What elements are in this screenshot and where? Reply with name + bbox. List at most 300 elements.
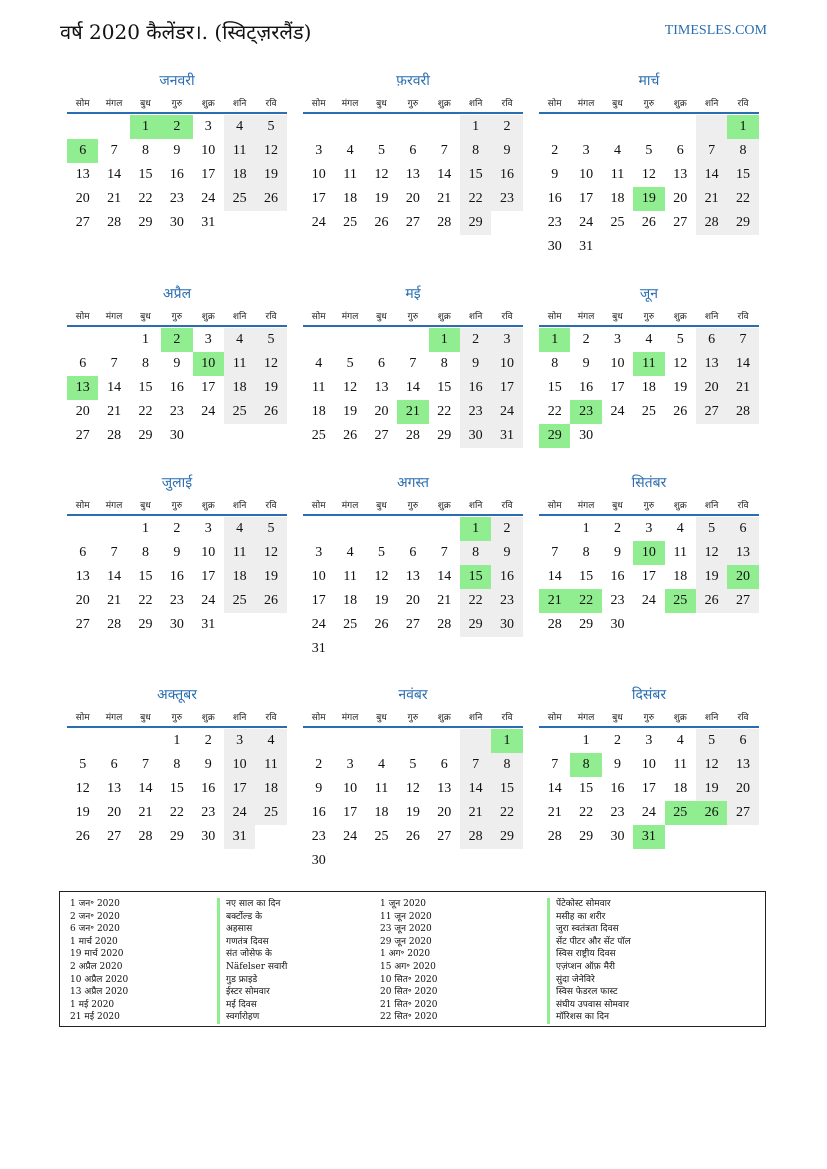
legend-holiday-date: 21 सित॰ 2020: [380, 999, 438, 1010]
holiday-day-cell: 21: [539, 589, 570, 613]
day-cell: 16: [547, 191, 562, 206]
empty-cell: [334, 729, 365, 753]
day-cell: 24: [224, 801, 255, 825]
empty-cell: [696, 424, 727, 448]
holiday-day-cell: 29: [539, 424, 570, 448]
legend-holiday-name: नए साल का दिन: [217, 898, 287, 911]
day-cell: 15: [547, 380, 562, 395]
empty-cell: [303, 517, 334, 541]
empty-cell: [539, 729, 570, 753]
legend-holiday-name: जुरा स्वतंत्रता दिवस: [547, 923, 631, 936]
day-cell: 26: [255, 589, 286, 613]
weekday-label: बुध: [140, 500, 151, 511]
day-cell: 12: [255, 352, 286, 376]
legend-holiday-name: बर्क्टोल्ड के: [217, 911, 287, 924]
day-cell: 17: [641, 781, 656, 796]
empty-cell: [334, 637, 365, 661]
weekday-label: रवि: [265, 500, 277, 511]
day-cell: 6: [727, 517, 758, 541]
day-cell: 14: [547, 781, 562, 796]
day-cell: 28: [727, 400, 758, 424]
month-block: [67, 472, 287, 637]
empty-cell: [397, 115, 428, 139]
day-cell: 15: [727, 163, 758, 187]
empty-cell: [429, 729, 460, 753]
legend-holiday-name: संघीय उपवास सोमवार: [547, 999, 631, 1012]
empty-cell: [727, 613, 758, 637]
day-cell: 29: [437, 428, 452, 443]
empty-cell: [429, 517, 460, 541]
day-cell: 24: [311, 215, 326, 230]
month-block: [539, 283, 759, 448]
weekday-label: मंगल: [577, 712, 595, 723]
weekday-label: शनि: [704, 500, 719, 511]
empty-cell: [334, 115, 365, 139]
holiday-day-cell: 10: [193, 352, 224, 376]
day-cell: 7: [551, 757, 559, 772]
site-name[interactable]: TIMESLES.COM: [664, 23, 767, 38]
empty-cell: [696, 825, 727, 849]
weekday-label: मंगल: [577, 311, 595, 322]
day-cell: 11: [343, 569, 357, 584]
day-cell: 16: [311, 805, 326, 820]
holiday-day-cell: 1: [130, 115, 161, 139]
empty-cell: [366, 729, 397, 753]
weekday-label: मंगल: [577, 98, 595, 109]
weekday-label: शुक्र: [437, 712, 451, 723]
day-cell: 23: [547, 215, 562, 230]
weekday-label: बुध: [376, 98, 387, 109]
day-cell: 26: [255, 400, 286, 424]
day-cell: 5: [377, 143, 385, 158]
day-cell: 22: [138, 593, 153, 608]
day-cell: 27: [75, 428, 90, 443]
weekday-label: रवि: [265, 712, 277, 723]
day-cell: 28: [547, 617, 562, 632]
day-cell: 17: [201, 167, 216, 182]
day-cell: 7: [440, 545, 448, 560]
day-cell: 16: [610, 569, 625, 584]
day-cell: 4: [224, 517, 255, 541]
empty-cell: [67, 517, 98, 541]
day-cell: 14: [547, 569, 562, 584]
month-block: [303, 70, 523, 235]
day-cell: 3: [645, 521, 653, 536]
day-cell: 17: [610, 380, 625, 395]
weekday-label: रवि: [737, 311, 749, 322]
day-cell: 21: [138, 805, 153, 820]
day-cell: 27: [405, 617, 420, 632]
weekday-label: शुक्र: [201, 712, 215, 723]
day-cell: 23: [491, 187, 522, 211]
day-cell: 29: [460, 211, 491, 235]
month-name: अगस्त: [396, 475, 429, 491]
weekday-label: शनि: [468, 500, 483, 511]
weekday-label: गुरु: [407, 311, 419, 322]
legend-names-col-2: [547, 898, 631, 1024]
weekday-label: सोम: [311, 500, 326, 511]
day-cell: 14: [107, 569, 122, 584]
weekday-label: बुध: [376, 311, 387, 322]
empty-cell: [460, 849, 491, 873]
empty-cell: [696, 235, 727, 259]
weekday-label: मंगल: [105, 311, 123, 322]
day-cell: 3: [204, 119, 212, 134]
day-cell: 18: [224, 565, 255, 589]
day-cell: 12: [343, 380, 358, 395]
day-cell: 13: [75, 167, 90, 182]
empty-cell: [727, 825, 758, 849]
empty-cell: [67, 328, 98, 352]
day-cell: 16: [169, 380, 184, 395]
month-block: [303, 684, 523, 873]
day-cell: 3: [204, 521, 212, 536]
empty-cell: [727, 424, 758, 448]
weekday-label: बुध: [140, 98, 151, 109]
day-cell: 25: [224, 589, 255, 613]
day-cell: 21: [727, 376, 758, 400]
legend-holiday-date: 11 जून 2020: [380, 911, 432, 922]
day-cell: 8: [173, 757, 181, 772]
empty-cell: [539, 517, 570, 541]
day-cell: 26: [696, 589, 727, 613]
legend-holiday-date: 21 मई 2020: [70, 1012, 120, 1023]
empty-cell: [255, 211, 286, 235]
day-cell: 24: [610, 404, 625, 419]
legend-holiday-name: सेंट पीटर और सेंट पॉल: [547, 936, 631, 949]
day-cell: 20: [75, 593, 90, 608]
legend-holiday-name: पेंटेकोस्ट सोमवार: [547, 898, 631, 911]
day-cell: 31: [224, 825, 255, 849]
day-cell: 5: [255, 115, 286, 139]
empty-cell: [366, 637, 397, 661]
day-cell: 16: [460, 376, 491, 400]
day-cell: 18: [610, 191, 625, 206]
empty-cell: [602, 235, 633, 259]
day-cell: 21: [107, 404, 122, 419]
day-cell: 5: [255, 517, 286, 541]
weekday-label: बुध: [612, 712, 623, 723]
day-cell: 30: [579, 428, 594, 443]
day-cell: 10: [343, 781, 358, 796]
weekday-label: गुरु: [643, 98, 655, 109]
day-cell: 27: [673, 215, 688, 230]
holiday-day-cell: 22: [570, 589, 601, 613]
legend-holiday-date: 20 सित॰ 2020: [380, 987, 438, 998]
weekday-label: शनि: [468, 712, 483, 723]
day-cell: 3: [582, 143, 590, 158]
day-cell: 21: [437, 191, 452, 206]
day-cell: 25: [374, 829, 389, 844]
day-cell: 4: [676, 521, 684, 536]
day-cell: 22: [727, 187, 758, 211]
day-cell: 29: [460, 613, 491, 637]
day-cell: 20: [107, 805, 122, 820]
day-cell: 3: [346, 757, 354, 772]
legend-holiday-name: गणतंत्र दिवस: [217, 936, 287, 949]
day-grid: [303, 115, 523, 235]
weekday-label: गुरु: [171, 311, 183, 322]
day-cell: 2: [613, 521, 621, 536]
weekday-label: सोम: [547, 712, 562, 723]
holiday-day-cell: 2: [161, 328, 192, 352]
empty-cell: [460, 729, 491, 753]
day-cell: 2: [491, 115, 522, 139]
day-cell: 10: [641, 757, 656, 772]
day-cell: 19: [696, 565, 727, 589]
day-cell: 7: [110, 545, 118, 560]
empty-cell: [334, 517, 365, 541]
day-cell: 24: [201, 191, 216, 206]
day-cell: 31: [491, 424, 522, 448]
day-cell: 14: [107, 167, 122, 182]
day-cell: 24: [311, 617, 326, 632]
day-cell: 19: [374, 191, 389, 206]
legend-dates-col-1: [70, 898, 128, 1024]
day-cell: 4: [645, 332, 653, 347]
day-cell: 30: [610, 829, 625, 844]
weekday-label: रवि: [737, 500, 749, 511]
weekday-label: शनि: [232, 500, 247, 511]
day-cell: 3: [613, 332, 621, 347]
month-name: जुलाई: [161, 475, 193, 491]
day-cell: 26: [75, 829, 90, 844]
day-cell: 15: [169, 781, 184, 796]
weekday-label: मंगल: [341, 712, 359, 723]
day-cell: 22: [579, 805, 594, 820]
day-cell: 21: [460, 801, 491, 825]
day-cell: 17: [491, 376, 522, 400]
day-cell: 26: [405, 829, 420, 844]
legend-holiday-date: 1 मार्च 2020: [70, 936, 118, 947]
weekday-label: रवि: [501, 311, 513, 322]
day-cell: 11: [374, 781, 389, 796]
empty-cell: [397, 637, 428, 661]
day-cell: 3: [204, 332, 212, 347]
day-cell: 25: [343, 617, 358, 632]
empty-cell: [633, 235, 664, 259]
month-name: फ़रवरी: [396, 73, 430, 89]
day-cell: 22: [491, 801, 522, 825]
empty-cell: [255, 424, 286, 448]
weekday-label: रवि: [265, 311, 277, 322]
weekday-label: सोम: [311, 98, 326, 109]
day-cell: 6: [409, 143, 417, 158]
day-cell: 9: [613, 545, 621, 560]
day-cell: 22: [547, 404, 562, 419]
day-cell: 23: [201, 805, 216, 820]
holiday-day-cell: 21: [397, 400, 428, 424]
day-cell: 27: [727, 589, 758, 613]
weekday-label: शनि: [704, 311, 719, 322]
weekday-header: [539, 706, 759, 728]
day-cell: 8: [460, 139, 491, 163]
day-cell: 25: [641, 404, 656, 419]
day-cell: 24: [579, 215, 594, 230]
weekday-label: शनि: [232, 311, 247, 322]
day-cell: 19: [75, 805, 90, 820]
day-cell: 31: [311, 641, 326, 656]
weekday-label: रवि: [737, 712, 749, 723]
day-cell: 30: [169, 617, 184, 632]
day-cell: 11: [224, 352, 255, 376]
day-cell: 28: [437, 617, 452, 632]
day-cell: 9: [315, 781, 323, 796]
day-cell: 14: [405, 380, 420, 395]
day-cell: 23: [491, 589, 522, 613]
day-cell: 20: [75, 404, 90, 419]
empty-cell: [67, 729, 98, 753]
empty-cell: [429, 849, 460, 873]
day-cell: 23: [460, 400, 491, 424]
day-cell: 3: [491, 328, 522, 352]
empty-cell: [397, 328, 428, 352]
day-cell: 17: [201, 569, 216, 584]
day-cell: 15: [579, 781, 594, 796]
empty-cell: [303, 328, 334, 352]
day-cell: 5: [645, 143, 653, 158]
holiday-legend: [59, 891, 766, 1027]
empty-cell: [665, 825, 696, 849]
month-block: [67, 70, 287, 235]
day-cell: 7: [727, 328, 758, 352]
day-cell: 14: [437, 167, 452, 182]
day-grid: [67, 115, 287, 235]
weekday-label: रवि: [501, 98, 513, 109]
day-cell: 25: [224, 400, 255, 424]
day-cell: 21: [547, 805, 562, 820]
empty-cell: [665, 424, 696, 448]
day-cell: 15: [437, 380, 452, 395]
day-cell: 1: [173, 733, 181, 748]
legend-holiday-date: 10 अप्रैल 2020: [70, 974, 129, 985]
day-cell: 18: [311, 404, 326, 419]
day-cell: 22: [138, 191, 153, 206]
day-cell: 26: [374, 617, 389, 632]
day-cell: 10: [610, 356, 625, 371]
day-cell: 29: [138, 215, 153, 230]
weekday-label: सोम: [547, 311, 562, 322]
day-cell: 13: [405, 167, 420, 182]
day-cell: 20: [437, 805, 452, 820]
day-cell: 12: [405, 781, 420, 796]
day-cell: 19: [673, 380, 688, 395]
day-cell: 5: [346, 356, 354, 371]
day-cell: 28: [547, 829, 562, 844]
day-cell: 4: [613, 143, 621, 158]
day-cell: 2: [491, 517, 522, 541]
legend-holiday-name: स्विस फेडरल फास्ट: [547, 986, 631, 999]
legend-names-col-1: [217, 898, 287, 1024]
weekday-label: सोम: [311, 311, 326, 322]
day-cell: 11: [224, 139, 255, 163]
day-cell: 18: [343, 593, 358, 608]
day-cell: 27: [696, 400, 727, 424]
legend-holiday-date: 29 जून 2020: [380, 936, 432, 947]
day-cell: 13: [107, 781, 122, 796]
day-cell: 5: [79, 757, 87, 772]
weekday-label: शुक्र: [437, 311, 451, 322]
legend-holiday-date: 19 मार्च 2020: [70, 949, 124, 960]
month-block: [539, 684, 759, 849]
month-block: [67, 684, 287, 849]
legend-holiday-date: 15 अग॰ 2020: [380, 961, 436, 972]
legend-holiday-date: 23 जून 2020: [380, 924, 432, 935]
month-name: जनवरी: [159, 73, 195, 89]
day-cell: 30: [491, 613, 522, 637]
legend-dates-col-2: [380, 898, 437, 1024]
day-cell: 15: [460, 163, 491, 187]
weekday-label: शनि: [232, 98, 247, 109]
day-cell: 16: [579, 380, 594, 395]
day-cell: 8: [141, 143, 149, 158]
weekday-label: सोम: [311, 712, 326, 723]
day-cell: 30: [610, 617, 625, 632]
weekday-label: सोम: [75, 712, 90, 723]
day-cell: 26: [255, 187, 286, 211]
weekday-label: बुध: [140, 311, 151, 322]
day-cell: 18: [374, 805, 389, 820]
empty-cell: [224, 211, 255, 235]
day-cell: 21: [107, 191, 122, 206]
day-cell: 4: [224, 115, 255, 139]
day-cell: 6: [377, 356, 385, 371]
day-cell: 12: [673, 356, 688, 371]
day-cell: 19: [405, 805, 420, 820]
day-cell: 27: [405, 215, 420, 230]
day-cell: 18: [673, 781, 688, 796]
day-cell: 20: [374, 404, 389, 419]
day-cell: 17: [311, 593, 326, 608]
day-cell: 16: [169, 569, 184, 584]
day-cell: 4: [346, 545, 354, 560]
day-grid: [303, 328, 523, 448]
weekday-label: मंगल: [105, 98, 123, 109]
day-cell: 30: [169, 428, 184, 443]
day-cell: 2: [551, 143, 559, 158]
empty-cell: [665, 613, 696, 637]
day-cell: 5: [409, 757, 417, 772]
day-cell: 14: [696, 163, 727, 187]
day-cell: 25: [343, 215, 358, 230]
day-cell: 5: [676, 332, 684, 347]
legend-holiday-name: एज़ंप्शन ऑफ़ मैरी: [547, 961, 631, 974]
day-cell: 10: [311, 167, 326, 182]
weekday-header: [303, 305, 523, 327]
empty-cell: [491, 637, 522, 661]
holiday-day-cell: 25: [665, 589, 696, 613]
legend-holiday-date: 1 मई 2020: [70, 999, 115, 1010]
empty-cell: [334, 849, 365, 873]
empty-cell: [696, 115, 727, 139]
day-cell: 18: [641, 380, 656, 395]
day-cell: 16: [491, 163, 522, 187]
day-cell: 6: [727, 729, 758, 753]
day-cell: 10: [201, 143, 216, 158]
day-cell: 7: [110, 356, 118, 371]
weekday-label: शुक्र: [201, 500, 215, 511]
day-cell: 9: [173, 143, 181, 158]
weekday-label: रवि: [501, 500, 513, 511]
day-cell: 7: [409, 356, 417, 371]
weekday-label: शनि: [704, 712, 719, 723]
day-cell: 18: [224, 163, 255, 187]
day-cell: 23: [169, 191, 184, 206]
legend-holiday-name: स्विस राष्ट्रीय दिवस: [547, 948, 631, 961]
weekday-label: सोम: [75, 500, 90, 511]
day-cell: 17: [641, 569, 656, 584]
day-grid: [67, 517, 287, 637]
